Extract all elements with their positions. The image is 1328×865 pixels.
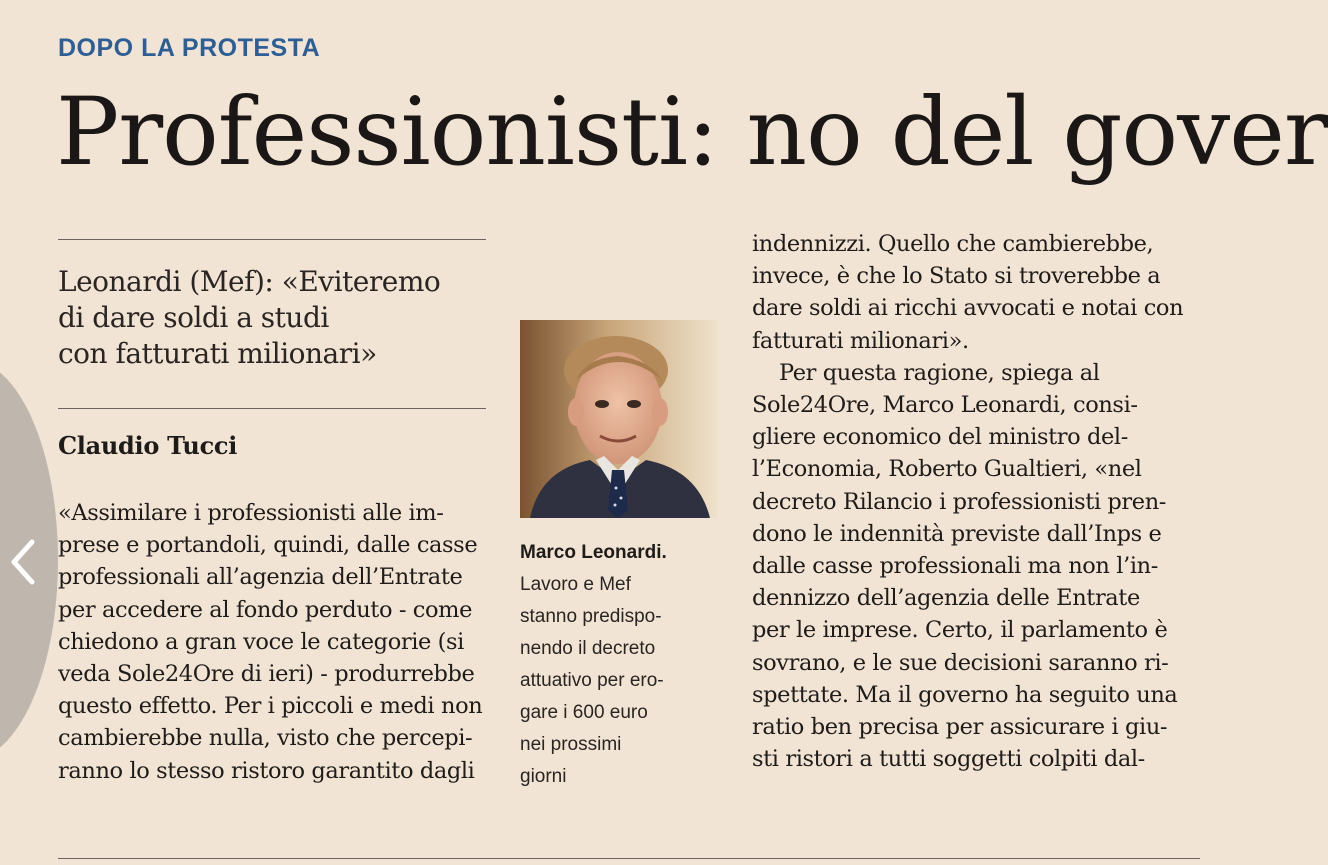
body-line: «Assimilare i professionisti alle im- — [58, 500, 444, 526]
previous-page-button[interactable] — [0, 360, 58, 760]
caption-line: gare i 600 euro — [520, 702, 648, 723]
body-column-right — [752, 228, 1200, 775]
body-line: spettate. Ma il governo ha seguito una — [752, 681, 1178, 708]
body-line: decreto Rilancio i professionisti pren- — [752, 488, 1166, 515]
body-line: ratio ben precisa per assicurare i giu- — [752, 714, 1168, 741]
body-line: invece, è che lo Stato si troverebbe a — [752, 263, 1161, 290]
body-line: indennizzi. Quello che cambierebbe, — [752, 231, 1154, 257]
body-line: cambierebbe nulla, visto che percepi- — [58, 725, 473, 752]
byline: Claudio Tucci — [58, 431, 238, 460]
body-line: prese e portandoli, quindi, dalle casse — [58, 532, 478, 559]
body-line: fatturati milionari». — [752, 327, 969, 354]
subhead — [58, 264, 486, 372]
body-line: l’Economia, Roberto Gualtieri, «nel — [752, 456, 1142, 483]
portrait-photo — [520, 320, 718, 518]
chevron-left-icon — [6, 538, 40, 586]
bottom-rule — [58, 858, 1200, 859]
body-line: per accedere al fondo perduto - come — [58, 596, 472, 623]
body-line: questo effetto. Per i piccoli e medi non — [58, 693, 483, 720]
body-line: sti ristori a tutti soggetti colpiti dal- — [752, 746, 1145, 773]
caption-line: nendo il decreto — [520, 638, 656, 659]
headline: Professionisti: no del gover — [56, 78, 1328, 187]
caption-line: attuativo per ero- — [520, 670, 664, 691]
subhead-line: con fatturati milionari» — [58, 337, 377, 370]
subhead-bottom-rule — [58, 408, 486, 409]
body-line: chiedono a gran voce le categorie (si — [58, 628, 464, 655]
caption-line: stanno predispo- — [520, 606, 662, 627]
caption-line: giorni — [520, 766, 567, 787]
caption-line: nei prossimi — [520, 734, 622, 755]
body-line: veda Sole24Ore di ieri) - produrrebbe — [58, 661, 475, 688]
body-line: per le imprese. Certo, il parlamento è — [752, 617, 1168, 644]
body-line: Sole24Ore, Marco Leonardi, consi- — [752, 392, 1138, 419]
subhead-line: di dare soldi a studi — [58, 301, 329, 334]
body-line: dono le indennità previste dall’Inps e — [752, 520, 1162, 547]
body-column-left — [58, 497, 488, 787]
body-line: gliere economico del ministro del- — [752, 424, 1128, 451]
kicker: DOPO LA PROTESTA — [58, 34, 321, 62]
subhead-line: Leonardi (Mef): «Eviteremo — [58, 265, 441, 298]
body-line: professionali all’agenzia dell’Entrate — [58, 564, 463, 591]
subhead-top-rule — [58, 239, 486, 240]
caption-name: Marco Leonardi. — [520, 542, 667, 563]
body-line: dennizzo dell’agenzia delle Entrate — [752, 585, 1140, 612]
body-line: ranno lo stesso ristoro garantito dagli — [58, 757, 475, 784]
body-line: Per questa ragione, spiega al — [752, 359, 1100, 386]
photo-caption — [520, 537, 720, 793]
caption-line: Lavoro e Mef — [520, 574, 631, 595]
body-line: dalle casse professionali ma non l’in- — [752, 553, 1158, 580]
body-line: sovrano, e le sue decisioni saranno ri- — [752, 649, 1169, 676]
body-line: dare soldi ai ricchi avvocati e notai con — [752, 295, 1184, 322]
